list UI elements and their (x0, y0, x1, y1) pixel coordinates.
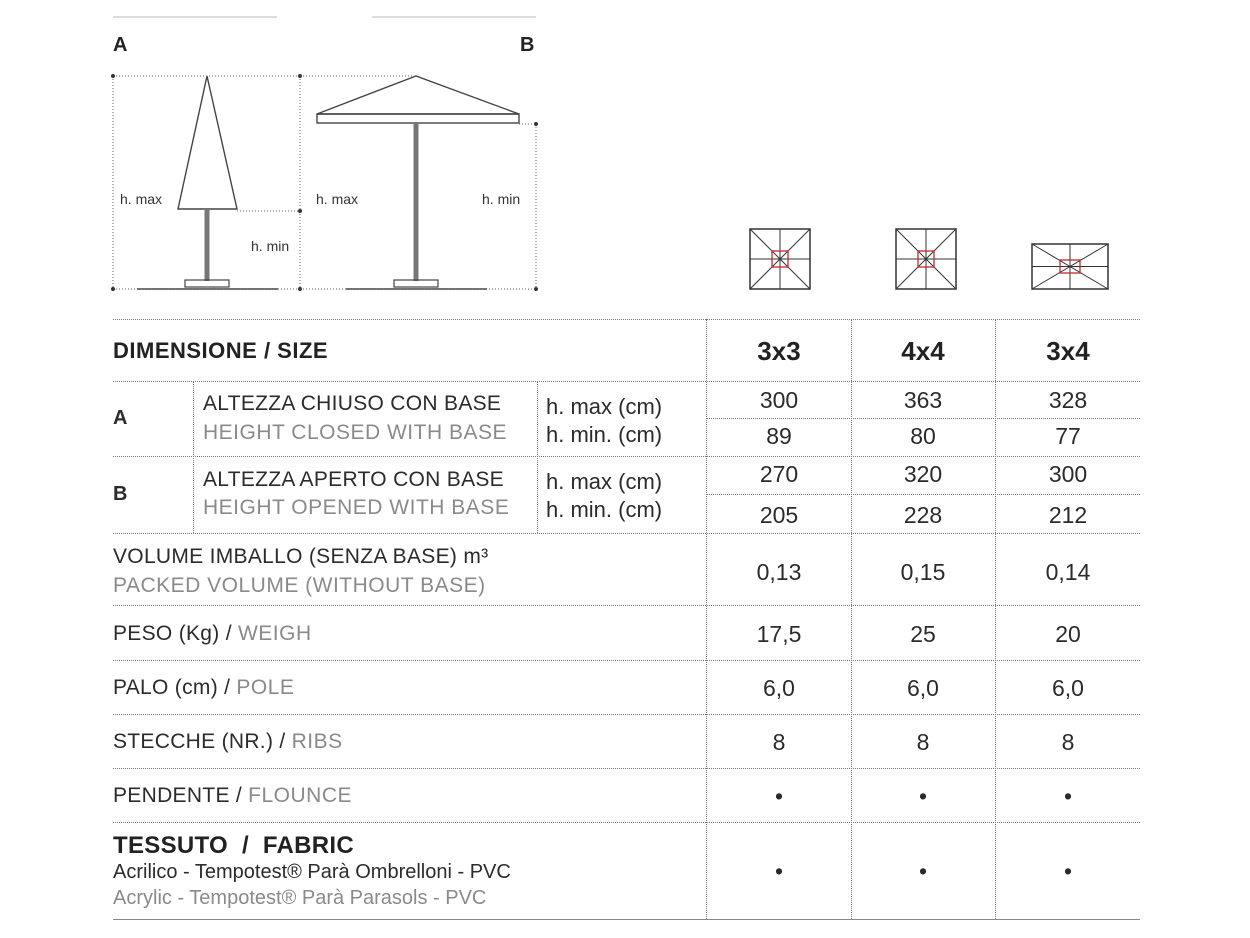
cell-ribs-3x4: 8 (1061, 729, 1075, 755)
row-a-unit-max: h. max (cm) (546, 394, 663, 419)
cell-ribs-3x3: 8 (772, 729, 786, 755)
col-divider (995, 319, 996, 919)
cell-flounce-3x4: • (1063, 783, 1073, 809)
cell-b-max-4x4: 320 (903, 461, 943, 487)
flounce-label-it: PENDENTE (113, 784, 230, 807)
cell-b-min-3x3: 205 (759, 502, 799, 528)
ribs-label-it: STECCHE (NR.) (113, 730, 274, 753)
row-divider (113, 605, 1140, 606)
cell-a-max-4x4: 363 (903, 387, 943, 413)
row-a-label-en: HEIGHT CLOSED WITH BASE (203, 421, 507, 444)
cell-pole-3x3: 6,0 (763, 675, 795, 701)
size-3x3-header: 3x3 (757, 336, 801, 366)
diagram-label-a: A (113, 34, 128, 56)
cell-a-min-4x4: 80 (910, 423, 936, 449)
cell-fabric-3x3: • (774, 858, 784, 884)
weight-label-sep: / (219, 622, 238, 645)
row-divider (113, 714, 1140, 715)
flounce-label (113, 784, 352, 808)
row-divider (113, 660, 1140, 661)
sub-row-divider (706, 494, 1140, 495)
square-canopy-3x3-icon (749, 228, 811, 290)
row-b-unit-max: h. max (cm) (546, 469, 663, 494)
cell-pole-3x4: 6,0 (1052, 675, 1084, 701)
a-hmax-label: h. max (120, 191, 163, 207)
size-4x4-header: 4x4 (901, 336, 945, 366)
cell-pole-4x4: 6,0 (907, 675, 939, 701)
weight-label (113, 622, 312, 646)
col-divider (706, 319, 707, 919)
row-divider (113, 319, 1140, 320)
row-b-label-en: HEIGHT OPENED WITH BASE (203, 496, 510, 519)
cell-b-max-3x3: 270 (759, 461, 799, 487)
row-divider (113, 822, 1140, 823)
size-3x4-header: 3x4 (1046, 336, 1090, 366)
cell-a-max-3x3: 300 (759, 387, 799, 413)
rectangular-canopy-3x4-icon (1031, 243, 1109, 290)
square-canopy-4x4-icon (895, 228, 957, 290)
row-divider (113, 381, 1140, 382)
col-divider (851, 319, 852, 919)
cell-fabric-4x4: • (918, 858, 928, 884)
umbrella-diagram (0, 0, 560, 300)
a-hmin-label: h. min (251, 238, 290, 254)
open-umbrella-icon (317, 76, 519, 289)
table-bottom-rule (113, 919, 1140, 920)
cell-flounce-3x3: • (774, 783, 784, 809)
col-divider (537, 381, 538, 533)
row-b-label-it: ALTEZZA APERTO CON BASE (203, 468, 504, 491)
cell-a-min-3x3: 89 (766, 423, 792, 449)
volume-label-it: VOLUME IMBALLO (SENZA BASE) m³ (113, 545, 489, 568)
cell-b-min-4x4: 228 (903, 502, 943, 528)
sub-row-divider (706, 418, 1140, 419)
row-b-letter: B (113, 483, 128, 505)
fabric-label-it: Acrilico - Tempotest® Parà Ombrelloni - PVC (113, 861, 511, 883)
row-divider (113, 533, 1140, 534)
pole-label-it: PALO (cm) (113, 676, 218, 699)
row-b-unit-min: h. min. (cm) (546, 497, 663, 522)
closed-umbrella-icon (137, 76, 278, 289)
cell-volume-3x3: 0,13 (756, 559, 802, 585)
weight-label-it: PESO (Kg) (113, 622, 220, 645)
flounce-label-sep: / (229, 784, 249, 807)
cell-weight-3x4: 20 (1055, 621, 1081, 647)
cell-flounce-4x4: • (918, 783, 928, 809)
row-a-letter: A (113, 407, 128, 429)
row-divider (113, 456, 1140, 457)
row-a-label-it: ALTEZZA CHIUSO CON BASE (203, 392, 502, 415)
cell-b-max-3x4: 300 (1048, 461, 1088, 487)
row-divider (113, 768, 1140, 769)
cell-weight-3x3: 17,5 (756, 621, 802, 647)
cell-a-max-3x4: 328 (1048, 387, 1088, 413)
volume-label-en: PACKED VOLUME (WITHOUT BASE) (113, 574, 486, 597)
b-hmax-label: h. max (316, 191, 359, 207)
cell-fabric-3x4: • (1063, 858, 1073, 884)
ribs-label-en: RIBS (291, 730, 343, 753)
row-a-unit-min: h. min. (cm) (546, 422, 663, 447)
ribs-label (113, 730, 343, 754)
ribs-label-sep: / (273, 730, 292, 753)
size-header-label: DIMENSIONE / SIZE (113, 338, 329, 363)
b-hmin-label: h. min (482, 191, 521, 207)
cell-volume-4x4: 0,15 (900, 559, 946, 585)
weight-label-en: WEIGH (237, 622, 312, 645)
cell-a-min-3x4: 77 (1055, 423, 1081, 449)
flounce-label-en: FLOUNCE (248, 784, 353, 807)
fabric-title: TESSUTO / FABRIC (113, 832, 354, 859)
pole-label-en: POLE (236, 676, 295, 699)
cell-weight-4x4: 25 (910, 621, 936, 647)
diagram-label-b: B (520, 34, 535, 56)
fabric-label-en: Acrylic - Tempotest® Parà Parasols - PVC (113, 887, 487, 909)
cell-b-min-3x4: 212 (1048, 502, 1088, 528)
col-divider (193, 381, 194, 533)
pole-label-sep: / (217, 676, 237, 699)
cell-ribs-4x4: 8 (916, 729, 930, 755)
cell-volume-3x4: 0,14 (1045, 559, 1091, 585)
pole-label (113, 676, 294, 700)
